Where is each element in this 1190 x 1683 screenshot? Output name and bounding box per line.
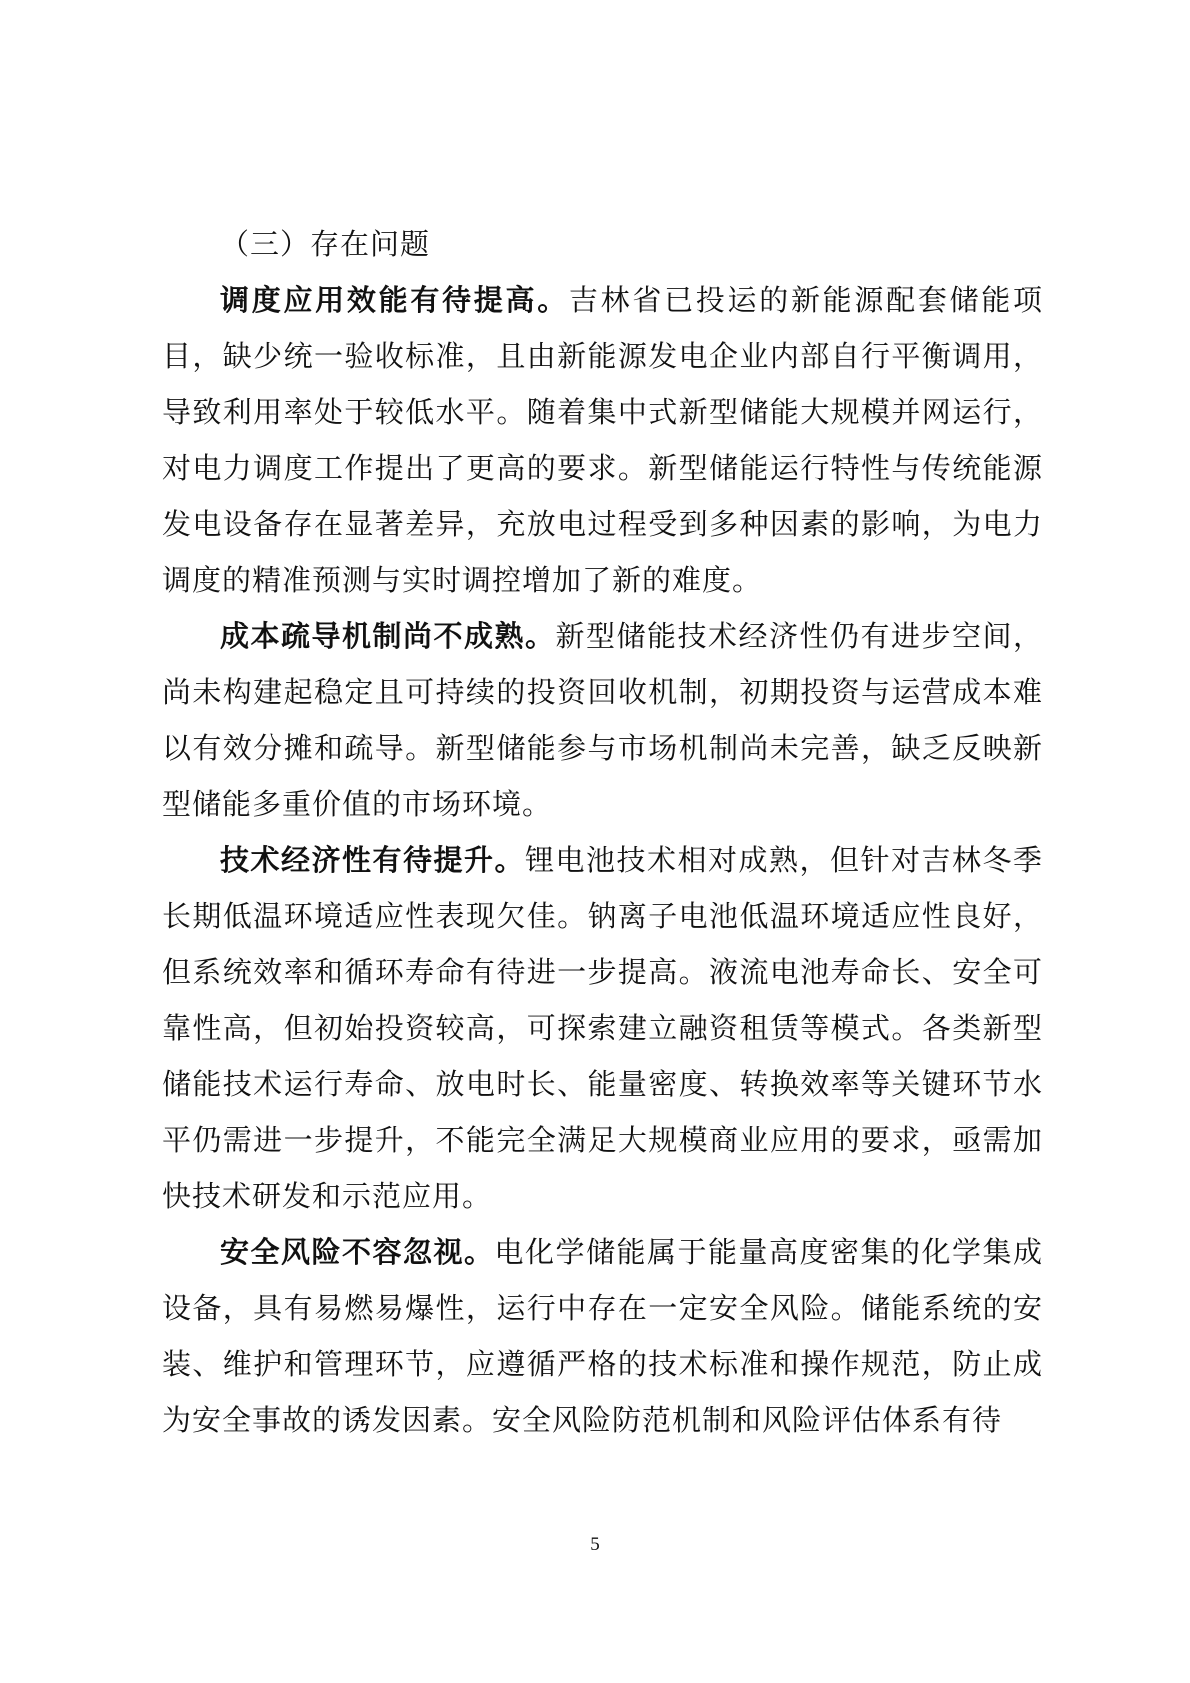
paragraph-technical-economy xyxy=(162,832,1043,1224)
page-body xyxy=(162,216,1043,1448)
section-heading: （三）存在问题 xyxy=(220,227,431,261)
paragraph-text: 锂电池技术相对成熟，但针对吉林冬季长期低温环境适应性表现欠佳。钠离子电池低温环境适应性良好，但系统效率和循环寿命有待进一步提高。液流电池寿命长、安全可靠性高，但初始投资较高，可探索建立融资租赁等模式。各类新型储能技术运行寿命、放电时长、能量密度、转换效率等关键环节水平仍需进一步提升，不能完全满足大规模商业应用的要求，亟需加快技术研发和示范应用。 xyxy=(162,843,1043,1213)
page-number: 5 xyxy=(590,1534,600,1555)
paragraph-text: 吉林省已投运的新能源配套储能项目，缺少统一验收标准，且由新能源发电企业内部自行平衡调用，导致利用率处于较低水平。随着集中式新型储能大规模并网运行，对电力调度工作提出了更高的要求。新型储能运行特性与传统能源发电设备存在显著差异，充放电过程受到多种因素的影响，为电力调度的精准预测与实时调控增加了新的难度。 xyxy=(162,283,1043,597)
paragraph-lead: 成本疏导机制尚不成熟。 xyxy=(220,619,556,653)
paragraph-text: 电化学储能属于能量高度密集的化学集成设备，具有易燃易爆性，运行中存在一定安全风险。储能系统的安装、维护和管理环节，应遵循严格的技术标准和操作规范，防止成为安全事故的诱发因素。安全风险防范机制和风险评估体系有待 xyxy=(162,1235,1043,1437)
paragraph-lead: 技术经济性有待提升。 xyxy=(220,843,525,877)
paragraph-text: 新型储能技术经济性仍有进步空间，尚未构建起稳定且可持续的投资回收机制，初期投资与运营成本难以有效分摊和疏导。新型储能参与市场机制尚未完善，缺乏反映新型储能多重价值的市场环境。 xyxy=(162,619,1043,821)
paragraph-dispatch-efficiency xyxy=(162,272,1043,608)
paragraph-safety-risk xyxy=(162,1224,1043,1448)
paragraph-lead: 调度应用效能有待提高。 xyxy=(220,283,569,317)
paragraph-lead: 安全风险不容忽视。 xyxy=(220,1235,495,1269)
paragraph-cost-mechanism xyxy=(162,608,1043,832)
